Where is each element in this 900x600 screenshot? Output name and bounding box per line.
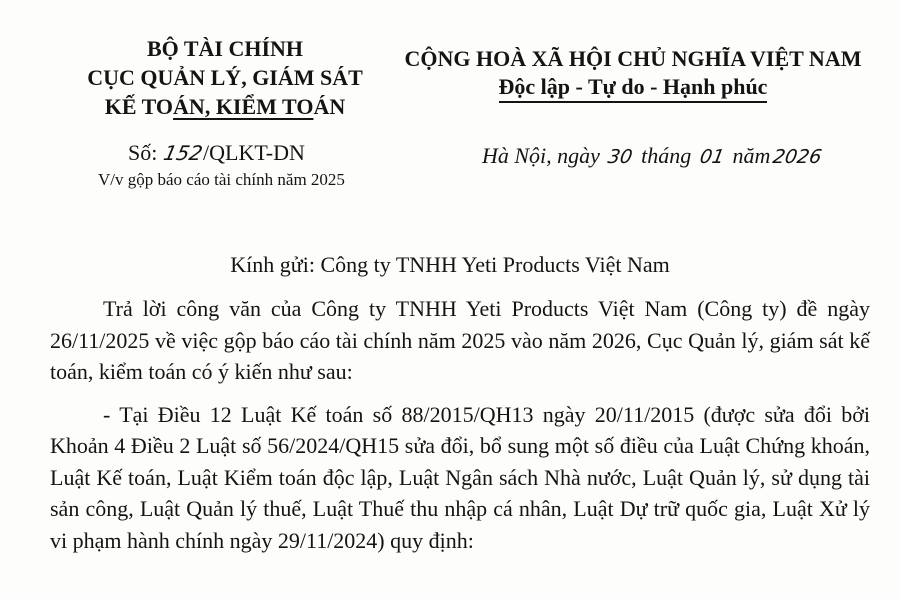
national-motto: Độc lập - Tự do - Hạnh phúc	[499, 73, 768, 103]
department-name-line-2	[60, 92, 390, 121]
recipient-line	[0, 252, 900, 278]
date-year-label: năm	[732, 143, 771, 168]
document-subject: V/v gộp báo cáo tài chính năm 2025	[98, 170, 345, 189]
recipient-name: Công ty TNHH Yeti Products Việt Nam	[320, 252, 670, 277]
department-name-line-2-part-c: ÁN	[313, 94, 346, 119]
place-and-date	[482, 143, 825, 169]
department-name-line-2-part-a: KẾ TO	[104, 94, 174, 119]
document-number-handwritten: 152	[161, 141, 205, 165]
document-body	[50, 293, 870, 567]
date-year-handwritten: 2026	[771, 146, 824, 168]
document-number	[128, 140, 305, 166]
national-header-block	[383, 44, 883, 103]
issuing-agency-block	[60, 34, 390, 121]
date-day-handwritten: 30	[606, 146, 635, 168]
document-number-prefix: Số:	[128, 140, 158, 165]
department-name-line-1: CỤC QUẢN LÝ, GIÁM SÁT	[87, 65, 363, 90]
country-name: CỘNG HOÀ XÃ HỘI CHỦ NGHĨA VIỆT NAM	[404, 46, 862, 71]
document-number-suffix: /QLKT-DN	[203, 140, 305, 165]
body-paragraph-1: Trả lời công văn của Công ty TNHH Yeti Products Việt Nam (Công ty) đề ngày 26/11/2025 về việc gộp báo cáo tài chính năm 2025 vào năm 2026, Cục Quản lý, giám sát kế toán, kiểm toán có ý kiến như sau:	[50, 296, 870, 384]
body-paragraph-2: - Tại Điều 12 Luật Kế toán số 88/2015/QH13 ngày 20/11/2015 (được sửa đổi bởi Khoản 4 Điều 2 Luật số 56/2024/QH15 sửa đổi, bổ sung một số điều của Luật Chứng khoán, Luật Kế toán, Luật Kiểm toán độc lập, Luật Ngân sách Nhà nước, Luật Quản lý, sử dụng tài sản công, Luật Quản lý thuế, Luật Thuế thu nhập cá nhân, Luật Dự trữ quốc gia, Luật Xử lý vi phạm hành chính ngày 29/11/2024) quy định:	[50, 401, 870, 553]
ministry-name: BỘ TÀI CHÍNH	[146, 36, 304, 61]
date-month-handwritten: 01	[697, 146, 726, 168]
recipient-label: Kính gửi:	[230, 252, 315, 277]
place-date-prefix: Hà Nội, ngày	[482, 143, 600, 168]
department-name-line-2-underlined: ÁN, KIỂM TO	[173, 94, 314, 119]
date-month-label: tháng	[641, 143, 692, 168]
